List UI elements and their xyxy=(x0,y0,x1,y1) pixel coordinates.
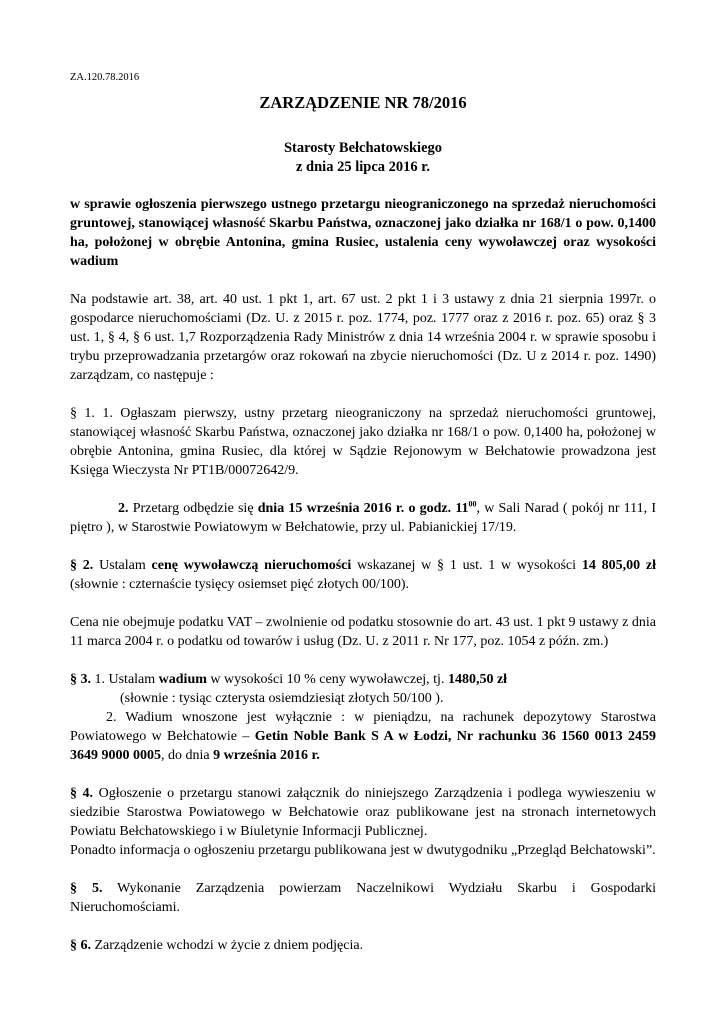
section-number: § 4. xyxy=(70,786,94,801)
document-page xyxy=(70,68,656,955)
point-number: 2. xyxy=(118,501,129,516)
issuer-name: Starosty Bełchatowskiego xyxy=(283,140,443,156)
section-1-point-2: 2. Przetarg odbędzie się dnia 15 września 2016 r. o godz. $11^{00}$, w Sali Narad ( pokój nr 111, I piętro ), w Starostwie Powiatowym w Bełchatowie, przy ul. Pabianickiej 17/19. xyxy=(70,499,656,535)
issuer-block xyxy=(70,139,656,177)
auction-date: dnia 15 września 2016 r. o godz. 11 xyxy=(257,501,469,516)
section-1-point-1: § 1. 1. Ogłaszam pierwszy, ustny przetarg nieograniczony na sprzedaż nieruchomości gruntowej, stanowiącej własność Skarbu Państwa, oznaczonej jako działka nr 168/1 o pow. 0,1400 ha, położonej w obrębie Antonina, gmina Rusiec, dla której w Sądzie Rejonowym w Bełchatowie prowadzona jest Księga Wieczysta Nr PT1B/00072642/9. xyxy=(70,406,656,478)
vat-note: Cena nie obejmuje podatku VAT – zwolnienie od podatku stosownie do art. 43 ust. 1 pkt 9 ustawy z dnia 11 marca 2004 r. o podatku od towarów i usług (Dz. U. z 2011 r. Nr 177, poz. 1054 z późn. zm.) xyxy=(70,615,656,649)
document-title: ZARZĄDZENIE NR 78/2016 xyxy=(259,93,467,112)
document-subject: w sprawie ogłoszenia pierwszego ustnego przetargu nieograniczonego na sprzedaż nieruchomości gruntowej, stanowiącej własność Skarbu Państwa, oznaczonej jako działka nr 168/1 o pow. 0,1400 ha, położonej w obrębie Antonina, gmina Rusiec, ustalenia ceny wywoławczej oraz wysokości wadium xyxy=(70,197,656,269)
preamble: Na podstawie art. 38, art. 40 ust. 1 pkt 1, art. 67 ust. 2 pkt 1 i 3 ustawy z dnia 21 sierpnia 1997r. o gospodarce nieruchomościami (Dz. U. z 2015 r. poz. 1774, poz. 1777 oraz z 2016 r. poz. 65) oraz § 3 ust. 1, § 4, § 6 ust. 1,7 Rozporządzenia Rady Ministrów z dnia 14 września 2004 r. w sprawie sposobu i trybu przeprowadzania przetargów oraz rokowań na zbycie nieruchomości (Dz. U z 2014 r. poz. 1490) zarządzam, co następuje : xyxy=(70,292,656,383)
section-2: § 2. Ustalam cenę wywoławczą nieruchomości wskazanej w § 1 ust. 1 w wysokości 14 805,00 zł (słownie : czternaście tysięcy osiemset pięć złotych 00/100). xyxy=(70,558,657,592)
section-3: § 3. 1. Ustalam wadium w wysokości 10 % ceny wywoławczej, tj. 1480,50 zł (słownie : tysiąc czterysta osiemdziesiąt złotych 50/100 ). 2. Wadium wnoszone jest wyłącznie : w pieniądzu, na rachunek depozytowy Starostwa Powiatowego w Bełchatowie – Getin Noble Bank S A w Łodzi, Nr rachunku 36 1560 0013 2459 3649 9000 0005, do dnia 9 września 2016 r. xyxy=(70,672,656,763)
section-number: § 6. xyxy=(70,938,91,953)
section-4: § 4. Ogłoszenie o przetargu stanowi załącznik do niniejszego Zarządzenia i podlega wywieszeniu w siedzibie Starostwa Powiatowego w Bełchatowie oraz publikowane jest na stronach internetowych Powiatu Bełchatowskiego i w Biuletynie Informacji Publicznej. Ponadto informacja o ogłoszeniu przetargu publikowana jest w dwutygodniku „Przegląd Bełchatowski”. xyxy=(70,786,657,858)
deposit-amount: 1480,50 zł xyxy=(447,672,508,687)
issue-date: z dnia 25 lipca 2016 r. xyxy=(295,159,430,175)
deposit-deadline: 9 września 2016 r. xyxy=(213,748,320,763)
section-6: § 6. Zarządzenie wchodzi w życie z dniem podjęcia. xyxy=(70,938,364,953)
section-number: § 2. xyxy=(70,558,94,573)
document-reference: ZA.120.78.2016 xyxy=(70,72,140,83)
section-number: § 3. xyxy=(70,672,91,687)
starting-price: 14 805,00 zł xyxy=(581,558,657,573)
section-number: § 5. xyxy=(70,881,103,896)
bank-account: Getin Noble Bank S A w Łodzi, Nr rachunku 36 1560 0013 2459 3649 9000 0005 xyxy=(70,729,656,763)
section-5: § 5. Wykonanie Zarządzenia powierzam Naczelnikowi Wydziału Skarbu i Gospodarki Nieruchomościami. xyxy=(70,881,657,915)
